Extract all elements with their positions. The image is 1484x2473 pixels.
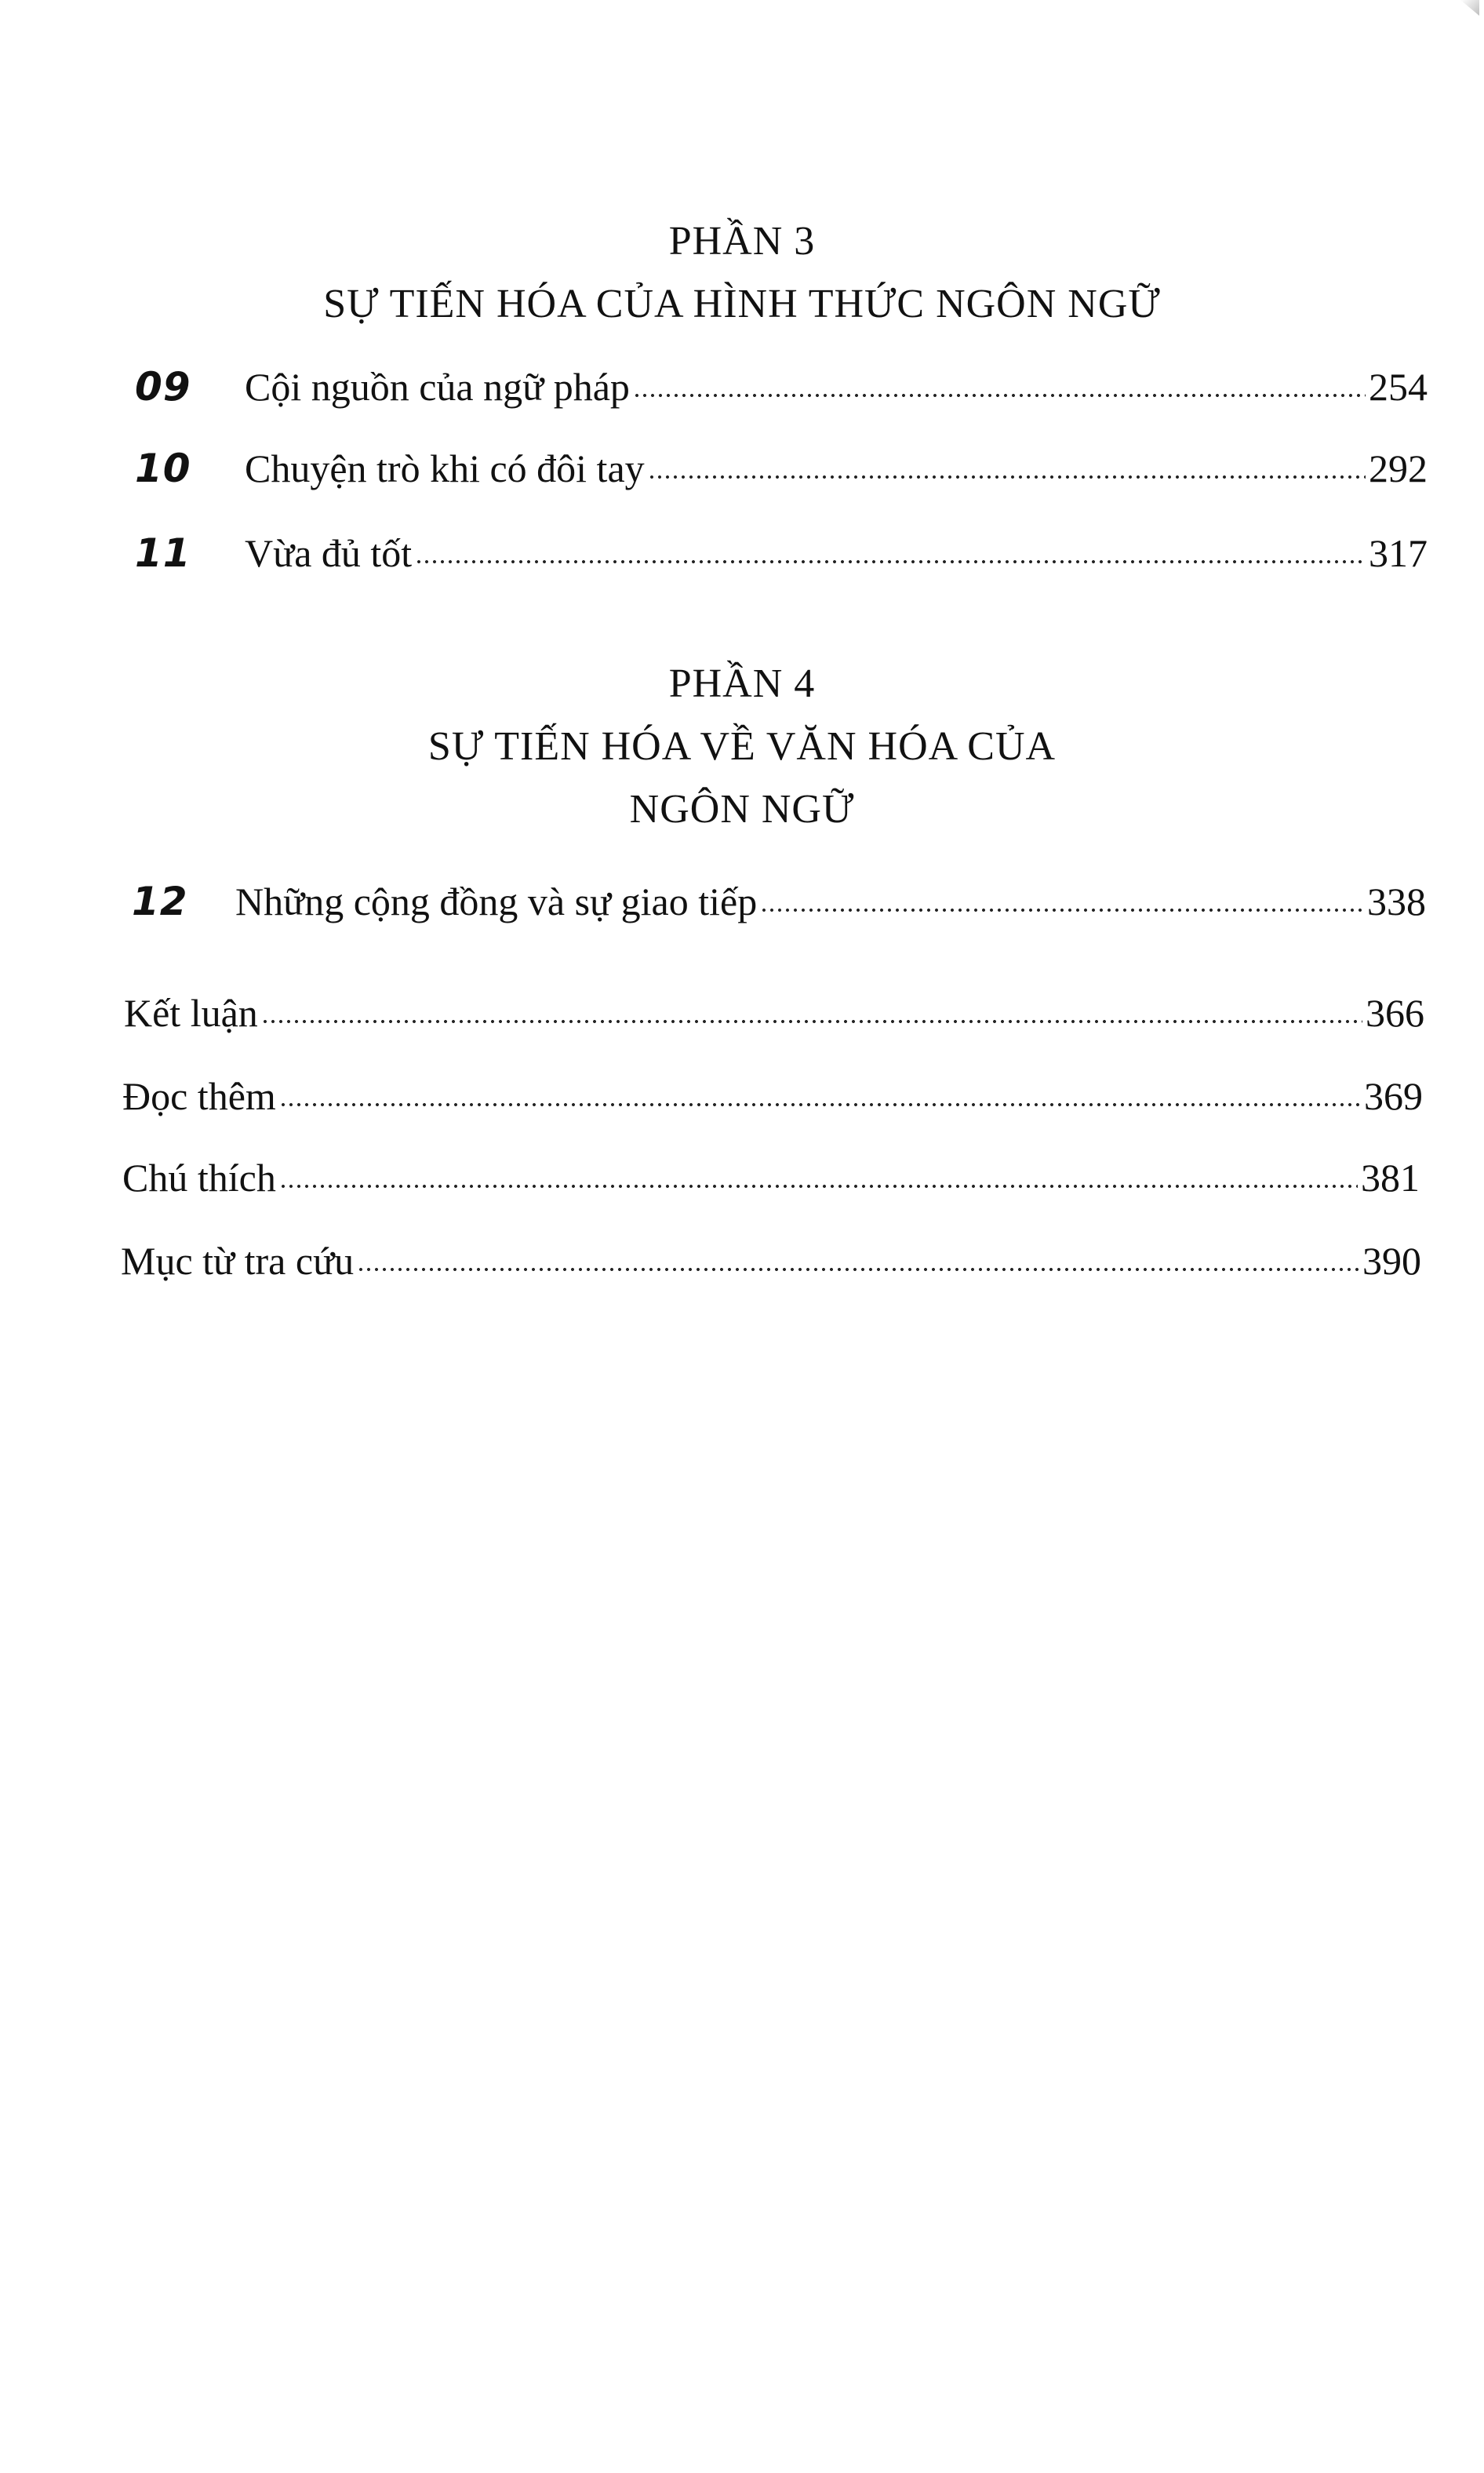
- toc-entry-chapter-11[interactable]: [135, 521, 1428, 576]
- toc-entry-chapter-12[interactable]: [132, 869, 1426, 924]
- page-number: 381: [1361, 1156, 1420, 1200]
- dot-leader: [760, 907, 1364, 913]
- dot-leader: [415, 559, 1366, 565]
- part-4-title-line-2: NGÔN NGỮ: [629, 787, 855, 832]
- page-number: 292: [1369, 446, 1428, 490]
- chapter-title: Những cộng đồng và sự giao tiếp: [235, 880, 758, 923]
- part-4-title-line-1: SỰ TIẾN HÓA VỀ VĂN HÓA CỦA: [427, 724, 1057, 769]
- toc-entry-conclusion[interactable]: [124, 981, 1424, 1036]
- dot-leader: [357, 1266, 1359, 1273]
- chapter-title: Chuyện trò khi có đôi tay: [245, 446, 645, 490]
- chapter-number: 11: [135, 530, 191, 576]
- part-4-label: PHẦN 4: [668, 661, 816, 706]
- chapter-title: Vừa đủ tốt: [245, 531, 413, 575]
- entry-title: Chú thích: [122, 1156, 276, 1200]
- page-number: 366: [1366, 991, 1424, 1035]
- chapter-number: 12: [132, 879, 188, 924]
- part-3-heading: [0, 210, 1484, 336]
- entry-title: Đọc thêm: [122, 1074, 276, 1118]
- dot-leader: [279, 1183, 1358, 1189]
- toc-entry-index[interactable]: [121, 1229, 1421, 1284]
- toc-entry-further-reading[interactable]: [122, 1064, 1423, 1119]
- part-3-label: PHẦN 3: [668, 219, 816, 264]
- page-number: 254: [1369, 365, 1428, 409]
- page-number: 369: [1364, 1074, 1423, 1118]
- chapter-title: Cội nguồn của ngữ pháp: [245, 365, 630, 409]
- dot-leader: [633, 392, 1366, 399]
- dot-leader: [648, 474, 1366, 480]
- page-corner-fold: [1460, 0, 1479, 16]
- toc-entry-chapter-10[interactable]: [135, 436, 1428, 491]
- entry-title: Kết luận: [124, 991, 258, 1035]
- toc-entry-chapter-09[interactable]: [135, 355, 1428, 410]
- page-number: 317: [1369, 531, 1428, 575]
- part-3-title: SỰ TIẾN HÓA CỦA HÌNH THỨC NGÔN NGỮ: [323, 282, 1161, 326]
- toc-entry-notes[interactable]: [122, 1145, 1420, 1200]
- chapter-number: 09: [135, 364, 191, 410]
- page-number: 390: [1362, 1239, 1421, 1283]
- dot-leader: [261, 1018, 1362, 1025]
- part-4-heading: [0, 653, 1484, 841]
- page-number: 338: [1367, 880, 1426, 923]
- entry-title: Mục từ tra cứu: [121, 1239, 355, 1283]
- dot-leader: [279, 1102, 1361, 1108]
- chapter-number: 10: [135, 446, 191, 491]
